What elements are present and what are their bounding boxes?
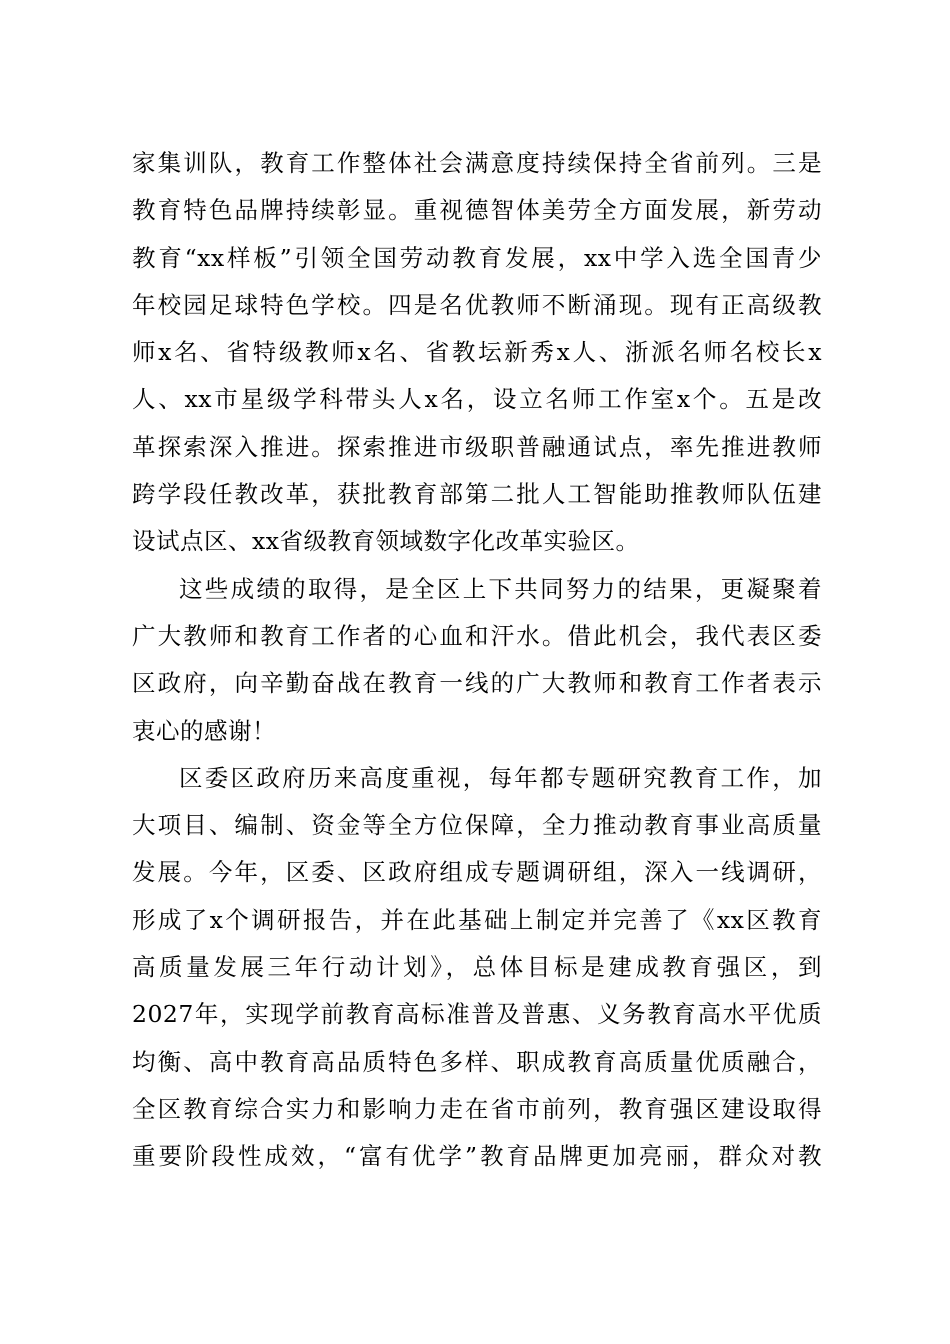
paragraph-start-line: 这些成绩的取得，是全区上下共同努力的结果，更凝聚着 [179,574,822,603]
text-line: 革探索深入推进。探索推进市级职普融通试点，率先推进教师 [132,432,822,461]
text-line: 设试点区、xx省级教育领域数字化改革实验区。 [132,527,640,556]
text-line: 家集训队，教育工作整体社会满意度持续保持全省前列。三是 [132,149,822,177]
text-line: 衷心的感谢！ [132,716,276,745]
text-line: 2027年，实现学前教育高标准普及普惠、义务教育高水平优质 [132,1000,822,1029]
text-line: 重要阶段性成效，“富有优学”教育品牌更加亮丽，群众对教 [132,1142,822,1171]
text-line: 年校园足球特色学校。四是名优教师不断涌现。现有正高级教 [132,290,822,319]
body-text [132,140,822,1181]
paragraph-start-line: 区委区政府历来高度重视，每年都专题研究教育工作，加 [179,763,822,792]
text-line: 全区教育综合实力和影响力走在省市前列，教育强区建设取得 [132,1094,822,1123]
text-line: 人、xx市星级学科带头人x名，设立名师工作室x个。五是改 [132,385,822,414]
text-line: 高质量发展三年行动计划》，总体目标是建成教育强区，到 [132,953,822,982]
text-line: 广大教师和教育工作者的心血和汗水。借此机会，我代表区委 [132,621,822,650]
text-line: 区政府，向辛勤奋战在教育一线的广大教师和教育工作者表示 [132,669,822,698]
text-line: 教育特色品牌持续彰显。重视德智体美劳全方面发展，新劳动 [132,196,822,225]
text-line: 发展。今年，区委、区政府组成专题调研组，深入一线调研， [132,858,822,887]
text-line: 跨学段任教改革，获批教育部第二批人工智能助推教师队伍建 [132,480,822,509]
text-line: 教育“xx样板”引领全国劳动教育发展，xx中学入选全国青少 [132,243,822,272]
text-line: 师x名、省特级教师x名、省教坛新秀x人、浙派名师名校长x [132,338,822,367]
text-line: 大项目、编制、资金等全方位保障，全力推动教育事业高质量 [132,811,822,840]
text-line: 均衡、高中教育高品质特色多样、职成教育高质量优质融合， [132,1047,822,1076]
text-line: 形成了x个调研报告，并在此基础上制定并完善了《xx区教育 [132,905,822,934]
